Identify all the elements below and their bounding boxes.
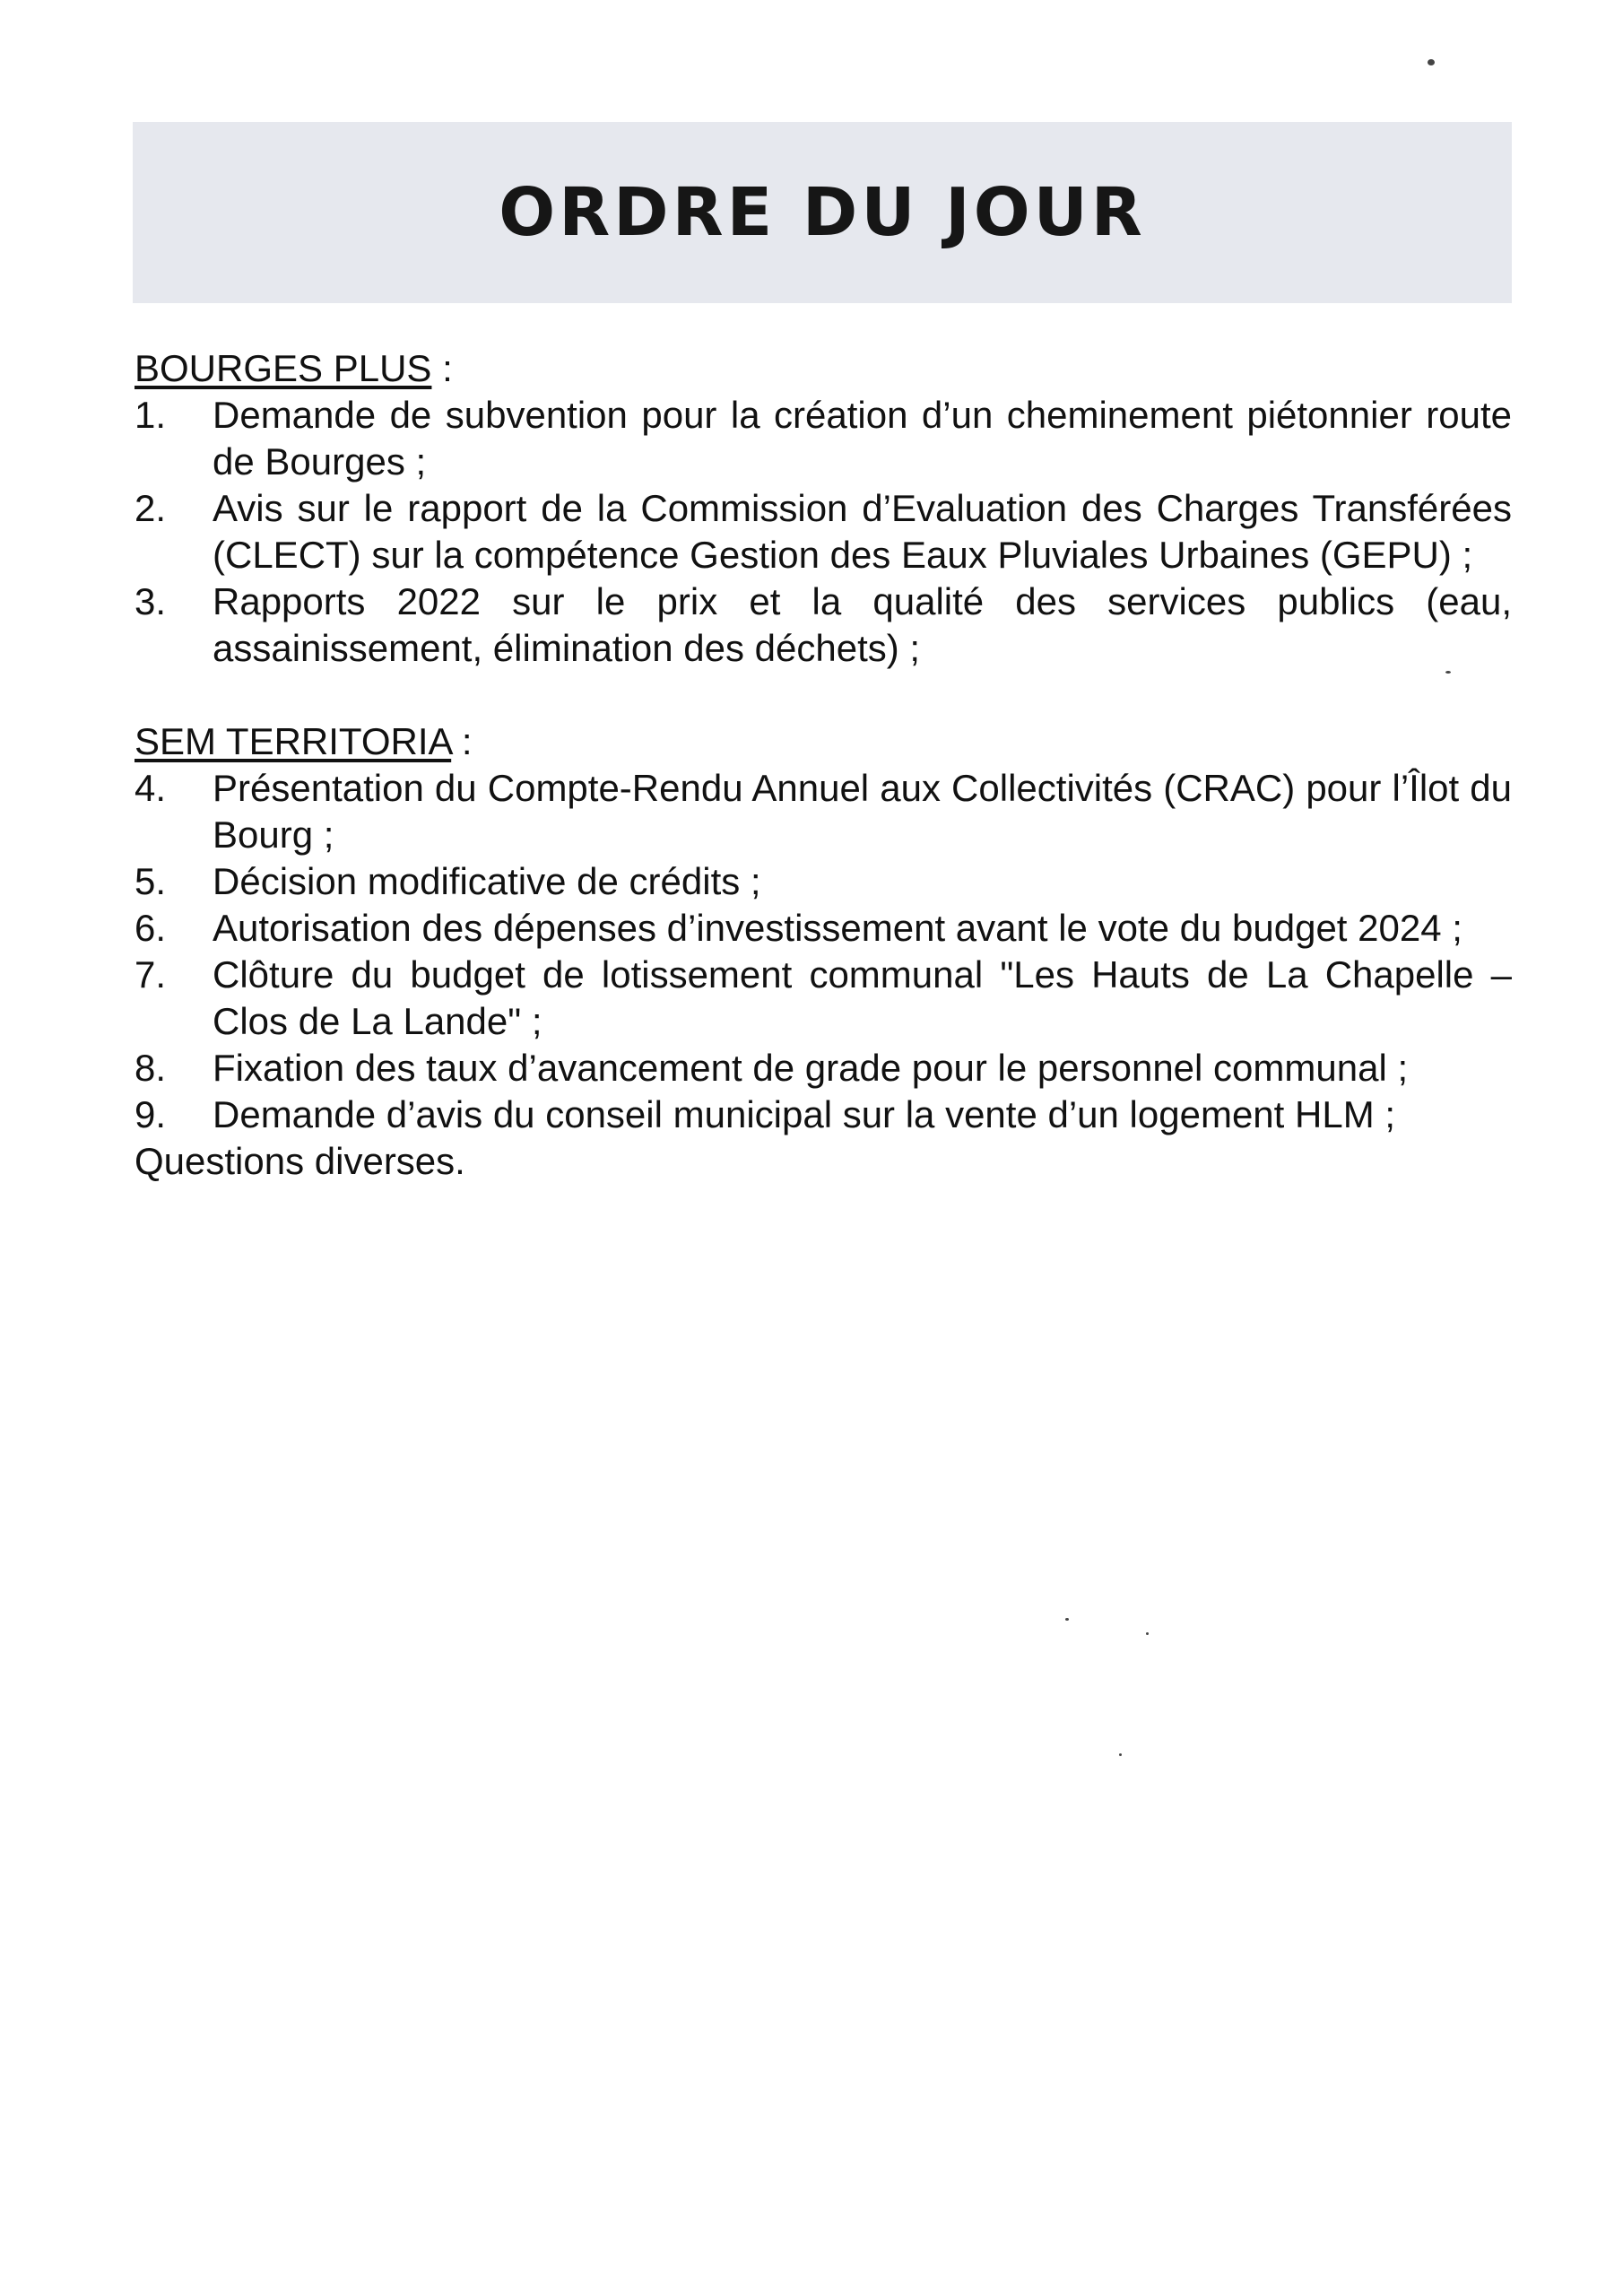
item-text: Présentation du Compte-Rendu Annuel aux Collectivités (CRAC) pour l’Îlot du Bourg ;: [213, 767, 1512, 856]
scan-speck: [1119, 1753, 1122, 1756]
agenda-list: [135, 765, 1512, 1138]
agenda-item: [135, 485, 1512, 578]
item-text: Clôture du budget de lotissement communal "Les Hauts de La Chapelle – Clos de La Lande" ;: [213, 953, 1512, 1042]
agenda-item: [135, 1091, 1512, 1138]
title-band: [133, 122, 1512, 303]
section-name: BOURGES PLUS: [135, 347, 432, 389]
closing-line: Questions diverses.: [135, 1140, 465, 1182]
item-number: 8.: [135, 1047, 167, 1089]
agenda-item: [135, 858, 1512, 905]
item-number: 3.: [135, 580, 167, 622]
scan-speck: [1428, 59, 1435, 65]
scan-speck: [1445, 671, 1451, 674]
section-heading: [135, 345, 1512, 392]
section-bourges-plus: [135, 345, 1512, 672]
item-text: Demande de subvention pour la création d’un cheminement piétonnier route de Bourges ;: [213, 394, 1512, 483]
agenda-item: [135, 905, 1512, 952]
item-number: 6.: [135, 907, 167, 949]
item-number: 9.: [135, 1093, 167, 1135]
item-text: Décision modificative de crédits ;: [213, 860, 761, 902]
section-suffix: :: [431, 347, 453, 389]
agenda: [135, 345, 1512, 1185]
item-number: 4.: [135, 767, 167, 809]
page-title: ORDRE DU JOUR: [499, 174, 1146, 251]
scan-speck: [1065, 1618, 1069, 1621]
item-text: Avis sur le rapport de la Commission d’Evaluation des Charges Transférées (CLECT) sur la compétence Gestion des Eaux Pluviales Urbaines (GEPU) ;: [213, 487, 1512, 576]
section-heading: [135, 718, 1512, 765]
section-spacer: [135, 672, 1512, 718]
item-number: 2.: [135, 487, 167, 529]
item-number: 1.: [135, 394, 167, 436]
item-text: Autorisation des dépenses d’investissement avant le vote du budget 2024 ;: [213, 907, 1462, 949]
section-sem-territoria: [135, 718, 1512, 1138]
agenda-item: [135, 952, 1512, 1045]
section-suffix: :: [451, 720, 473, 762]
item-text: Rapports 2022 sur le prix et la qualité des services publics (eau, assainissement, élimination des déchets) ;: [213, 580, 1512, 669]
agenda-item: [135, 392, 1512, 485]
item-number: 5.: [135, 860, 167, 902]
agenda-list: [135, 392, 1512, 672]
agenda-item: [135, 1045, 1512, 1091]
item-text: Fixation des taux d’avancement de grade pour le personnel communal ;: [213, 1047, 1409, 1089]
item-number: 7.: [135, 953, 167, 996]
section-name: SEM TERRITORIA: [135, 720, 452, 762]
scan-speck: [1146, 1632, 1149, 1635]
agenda-item: [135, 765, 1512, 858]
item-text: Demande d’avis du conseil municipal sur la vente d’un logement HLM ;: [213, 1093, 1396, 1135]
agenda-item: [135, 578, 1512, 672]
